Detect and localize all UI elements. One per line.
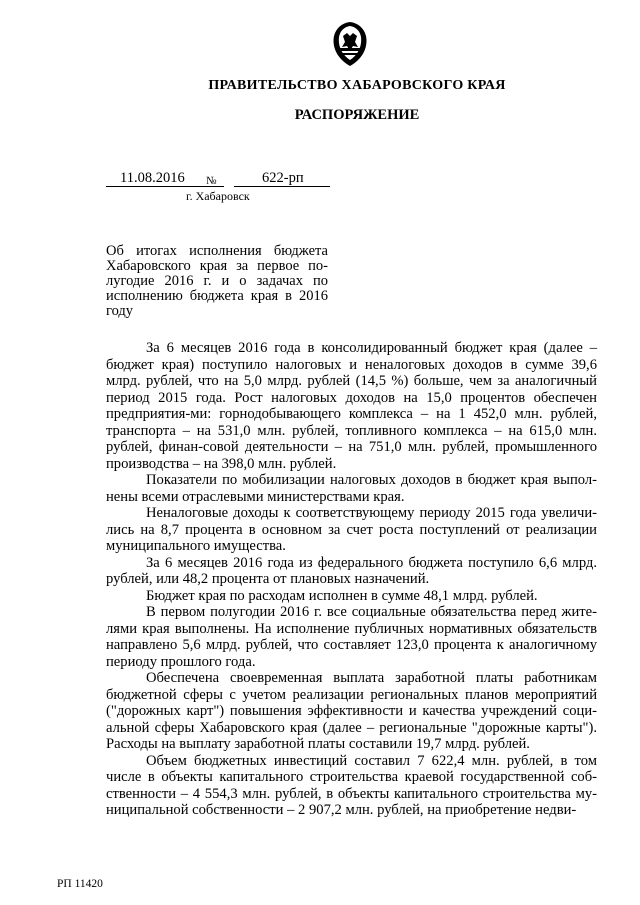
document-date: 11.08.2016: [120, 170, 185, 186]
registration-code: РП 11420: [57, 878, 103, 890]
number-underline: [234, 186, 330, 187]
paragraph: Бюджет края по расходам исполнен в сумме 48,1 млрд. рублей.: [146, 587, 538, 604]
number-sign: №: [206, 175, 217, 187]
date-underline: [106, 186, 224, 187]
city: г. Хабаровск: [186, 189, 250, 203]
paragraph: За 6 месяцев 2016 года из федерального бюджета поступило 6,6 млрд. рублей, или 48,2 процента от плановых назначений.: [106, 554, 597, 587]
document-number: 622-рп: [262, 170, 304, 186]
paragraph: За 6 месяцев 2016 года в консолидированный бюджет края (далее – бюджет края) поступило налоговых и неналоговых доходов в сумме 39,6 млрд. рублей, что на 5,0 млрд. рублей (14,5 %) больше, чем за аналогичный период 2015 года. Рост налоговых доходов на 15,0 процентов обеспечен предприятия-ми: горнодобывающего комплекса – на 1 452,0 млн. рублей, транспорта – на 531,0 млн. рублей, топливного комплекса – на 615,0 млн. рублей, финан-совой деятельности – на 751,0 млн. рублей, промышленного производства – на 398,0 млн. рублей.: [106, 340, 597, 472]
paragraph: Показатели по мобилизации налоговых доходов в бюджет края выпол-нены всеми отраслевыми министерствами края.: [106, 472, 597, 505]
paragraph: В первом полугодии 2016 г. все социальные обязательства перед жите-лями края выполнены. На исполнение публичных нормативных обязательств направлено 5,6 млрд. рублей, что составляет 123,0 процента к аналогичному периоду прошлого года.: [106, 604, 597, 670]
document-type: РАСПОРЯЖЕНИЕ: [294, 107, 420, 123]
paragraph: Обеспечена своевременная выплата заработной платы работникам бюджетной сферы с учетом реализации региональных планов мероприятий ("дорожных карт") повышения эффективности и качества учреждений соци-альной сферы Хабаровского края (далее – региональные "дорожные карты"). Расходы на выплату заработной платы составили 19,7 млрд. рублей.: [106, 670, 597, 752]
government-title: ПРАВИТЕЛЬСТВО ХАБАРОВСКОГО КРАЯ: [208, 78, 506, 93]
paragraph: Объем бюджетных инвестиций составил 7 622,4 млн. рублей, в том числе в объекты капитального строительства краевой государственной соб-ственности – 4 554,3 млн. рублей, в объекты капитального строительства му-ниципальной собственности – 2 907,2 млн. рублей, на приобретение недви-: [106, 752, 597, 818]
document-body: [106, 340, 597, 819]
paragraph: Неналоговые доходы к соответствующему периоду 2015 года увеличи-лись на 8,7 процента в основном за счет роста поступлений от реализации муниципального имущества.: [106, 505, 597, 554]
document-subject: Об итогах исполнения бюджета Хабаровского края за первое по-лугодие 2016 г. и о задачах по исполнению бюджета края в 2016 году: [106, 243, 328, 319]
coat-of-arms-emblem: [330, 20, 370, 68]
